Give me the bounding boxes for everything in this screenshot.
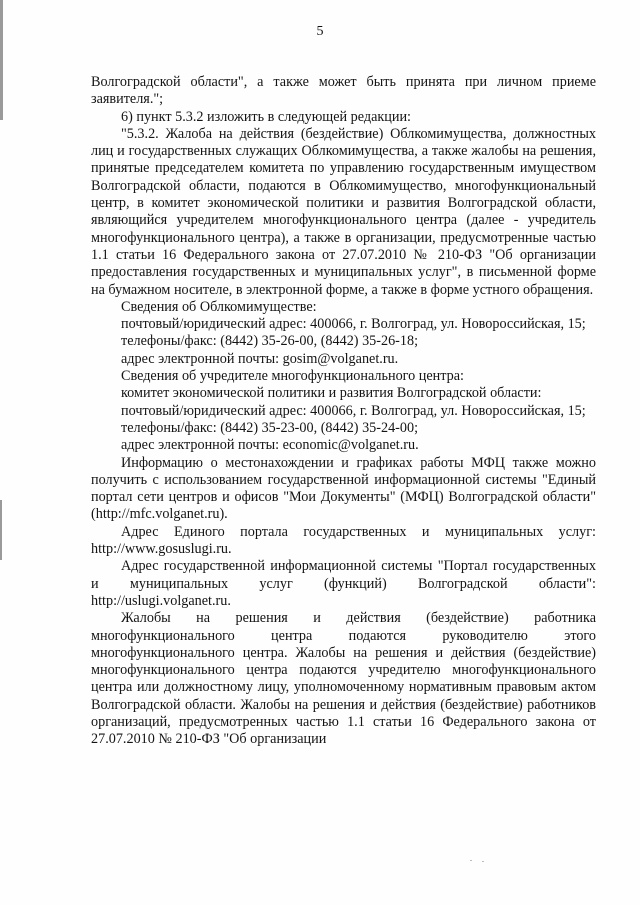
paragraph: Адрес государственной информационной системы "Портал государственных и муниципальных услуг (функций) Волгоградской области": http://uslugi.volganet.ru. [91, 558, 596, 609]
paragraph: "5.3.2. Жалоба на действия (бездействие) Облкомимущества, должностных лиц и государственных служащих Облкомимущества, а также жалобы на решения, принятые председателем комитета по управлению государственным имуществом Волгоградской области, подаются в Облкомимущество, многофункциональный центр, в комитет экономической политики и развития Волгоградской области, являющийся учредителем многофункционального центра (далее - учредитель многофункционального центра), а также в организации, предусмотренные частью 1.1 статьи 16 Федерального закона от 27.07.2010 № 210-ФЗ "Об организации предоставления государственных и муниципальных услуг", в письменной форме на бумажном носителе, в электронной форме, а также в форме устного обращения. [91, 125, 596, 298]
scan-edge-mark [0, 500, 2, 560]
paragraph: Сведения об Облкомимуществе: [121, 298, 317, 315]
paragraph: телефоны/факс: (8442) 35-23-00, (8442) 35-24-00; [121, 419, 419, 436]
paragraph: адрес электронной почты: economic@volganet.ru. [121, 437, 419, 454]
paragraph: Жалобы на решения и действия (бездействие) работника многофункционального центра подаются руководителю этого многофункционального центра. Жалобы на решения и действия (бездействие) многофункционального центра подаются учредителю многофункционального центра или должностному лицу, уполномоченному нормативным правовым актом Волгоградской области. Жалобы на решения и действия (бездействие) работников организаций, предусмотренных частью 1.1 статьи 16 Федерального закона от 27.07.2010 № 210-ФЗ "Об организации [91, 610, 596, 748]
paragraph: телефоны/факс: (8442) 35-26-00, (8442) 35-26-18; [121, 333, 419, 350]
paragraph: 6) пункт 5.3.2 изложить в следующей редакции: [121, 108, 411, 125]
page-number: 5 [316, 24, 324, 39]
paragraph: Волгоградской области", а также может быть принята при личном приеме заявителя."; [91, 74, 596, 108]
paragraph: Информацию о местонахождении и графиках работы МФЦ также можно получить с использованием государственной информационной системы "Единый портал сети центров и офисов "Мои Документы" (МФЦ) Волгоградской области" (http://mfc.volganet.ru). [91, 454, 596, 523]
scan-speck [470, 860, 472, 861]
scan-speck [482, 861, 484, 862]
paragraph: Сведения об учредителе многофункционального центра: [121, 368, 464, 385]
paragraph: Адрес Единого портала государственных и муниципальных услуг: http://www.gosuslugi.ru. [91, 523, 596, 558]
paragraph: адрес электронной почты: gosim@volganet.ru. [121, 350, 399, 367]
document-body [91, 74, 596, 749]
paragraph: почтовый/юридический адрес: 400066, г. Волгоград, ул. Новороссийская, 15; [121, 402, 586, 419]
paragraph: комитет экономической политики и развития Волгоградской области: [121, 385, 542, 402]
scan-edge-mark [0, 0, 3, 120]
paragraph: почтовый/юридический адрес: 400066, г. Волгоград, ул. Новороссийская, 15; [121, 316, 586, 333]
